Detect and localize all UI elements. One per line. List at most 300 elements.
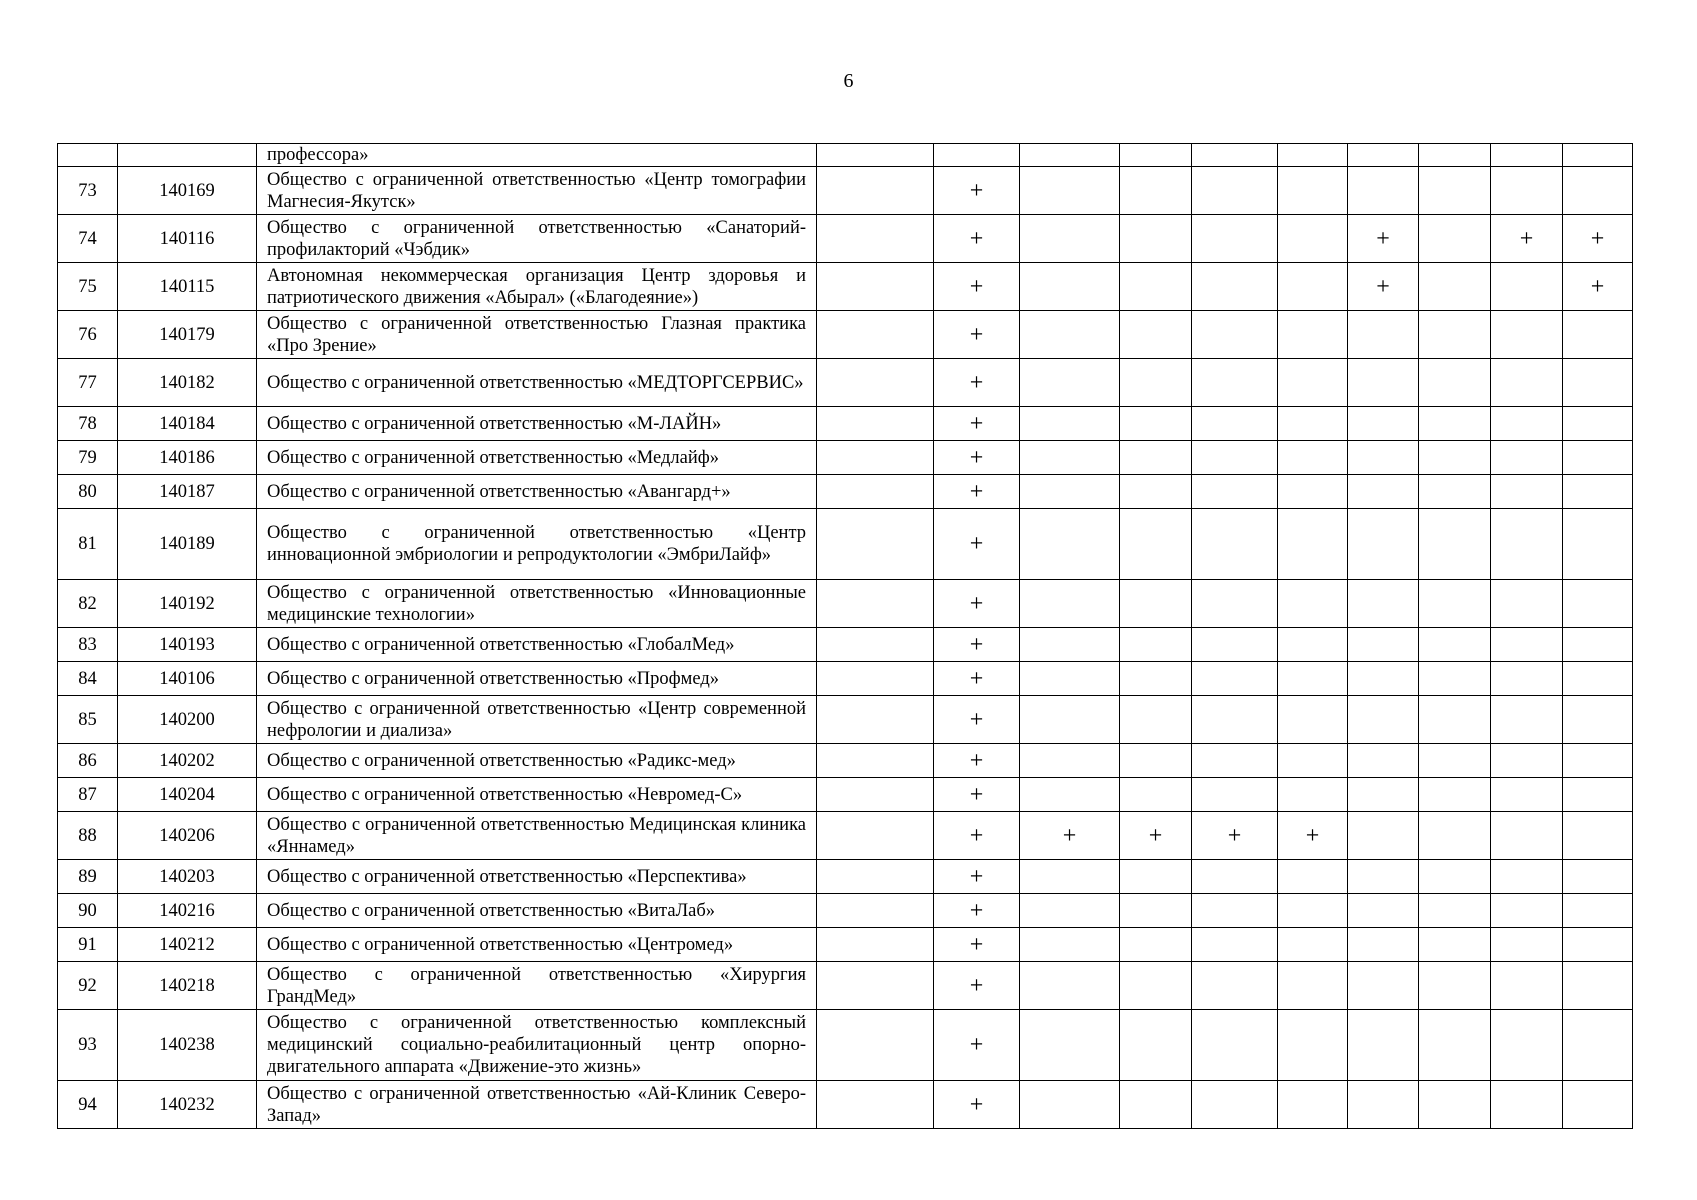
mark-cell bbox=[1120, 928, 1192, 962]
org-code-cell: 140202 bbox=[118, 744, 257, 778]
mark-cell bbox=[1491, 778, 1563, 812]
mark-cell bbox=[1120, 167, 1192, 215]
row-number-cell: 87 bbox=[58, 778, 118, 812]
org-code-cell: 140232 bbox=[118, 1081, 257, 1129]
mark-cell bbox=[1120, 894, 1192, 928]
mark-cell bbox=[1563, 662, 1633, 696]
org-name-cell: Общество с ограниченной ответственностью «Центромед» bbox=[257, 928, 817, 962]
row-number-cell: 73 bbox=[58, 167, 118, 215]
mark-cell bbox=[1192, 475, 1278, 509]
mark-cell bbox=[1020, 475, 1120, 509]
org-code-cell: 140212 bbox=[118, 928, 257, 962]
org-code-cell: 140204 bbox=[118, 778, 257, 812]
mark-cell bbox=[1491, 628, 1563, 662]
org-code-cell: 140192 bbox=[118, 580, 257, 628]
mark-cell bbox=[817, 860, 934, 894]
table-row bbox=[58, 860, 1633, 894]
mark-cell bbox=[1348, 1081, 1419, 1129]
mark-cell bbox=[1192, 359, 1278, 407]
mark-cell bbox=[1491, 263, 1563, 311]
mark-cell bbox=[1563, 696, 1633, 744]
mark-cell: + bbox=[1491, 215, 1563, 263]
mark-cell bbox=[1348, 894, 1419, 928]
mark-cell bbox=[1563, 359, 1633, 407]
mark-cell bbox=[1120, 778, 1192, 812]
mark-cell bbox=[1278, 580, 1348, 628]
mark-cell bbox=[1563, 1010, 1633, 1081]
org-name-cell: Общество с ограниченной ответственностью «МЕДТОРГСЕРВИС» bbox=[257, 359, 817, 407]
table-row bbox=[58, 628, 1633, 662]
mark-cell: + bbox=[934, 580, 1020, 628]
mark-cell bbox=[1020, 894, 1120, 928]
org-code-cell: 140184 bbox=[118, 407, 257, 441]
mark-cell bbox=[1278, 662, 1348, 696]
mark-cell bbox=[817, 662, 934, 696]
mark-cell bbox=[1120, 475, 1192, 509]
row-number-cell: 74 bbox=[58, 215, 118, 263]
mark-cell bbox=[1419, 263, 1491, 311]
mark-cell bbox=[1419, 628, 1491, 662]
mark-cell bbox=[1278, 778, 1348, 812]
mark-cell: + bbox=[1020, 812, 1120, 860]
row-number-cell: 75 bbox=[58, 263, 118, 311]
mark-cell bbox=[1491, 167, 1563, 215]
mark-cell bbox=[1348, 407, 1419, 441]
org-code-cell: 140206 bbox=[118, 812, 257, 860]
mark-cell: + bbox=[934, 662, 1020, 696]
mark-cell bbox=[934, 144, 1020, 167]
mark-cell bbox=[1020, 962, 1120, 1010]
mark-cell bbox=[1348, 812, 1419, 860]
mark-cell bbox=[1192, 928, 1278, 962]
row-number-cell: 94 bbox=[58, 1081, 118, 1129]
mark-cell bbox=[817, 744, 934, 778]
table-body bbox=[58, 144, 1633, 1129]
mark-cell bbox=[817, 628, 934, 662]
mark-cell bbox=[1491, 744, 1563, 778]
mark-cell bbox=[1278, 407, 1348, 441]
org-name-cell: Общество с ограниченной ответственностью «Центр современной нефрологии и диализа» bbox=[257, 696, 817, 744]
mark-cell bbox=[1491, 696, 1563, 744]
org-name-cell: Общество с ограниченной ответственностью «Авангард+» bbox=[257, 475, 817, 509]
mark-cell: + bbox=[1278, 812, 1348, 860]
mark-cell bbox=[1563, 744, 1633, 778]
mark-cell bbox=[1348, 509, 1419, 580]
mark-cell: + bbox=[934, 167, 1020, 215]
org-name-cell: Общество с ограниченной ответственностью «Хирургия ГрандМед» bbox=[257, 962, 817, 1010]
mark-cell bbox=[1419, 580, 1491, 628]
org-code-cell: 140203 bbox=[118, 860, 257, 894]
mark-cell bbox=[1419, 215, 1491, 263]
table-row bbox=[58, 263, 1633, 311]
mark-cell bbox=[817, 812, 934, 860]
mark-cell bbox=[1278, 1081, 1348, 1129]
mark-cell bbox=[1348, 860, 1419, 894]
mark-cell bbox=[1348, 744, 1419, 778]
mark-cell bbox=[1491, 812, 1563, 860]
mark-cell bbox=[817, 407, 934, 441]
org-name-cell: Общество с ограниченной ответственностью Медицинская клиника «Яннамед» bbox=[257, 812, 817, 860]
mark-cell: + bbox=[934, 509, 1020, 580]
table-row bbox=[58, 311, 1633, 359]
table-row bbox=[58, 144, 1633, 167]
mark-cell bbox=[817, 962, 934, 1010]
mark-cell bbox=[1419, 1081, 1491, 1129]
mark-cell bbox=[817, 509, 934, 580]
mark-cell bbox=[1278, 215, 1348, 263]
mark-cell bbox=[1491, 311, 1563, 359]
mark-cell bbox=[1192, 778, 1278, 812]
mark-cell bbox=[1491, 860, 1563, 894]
mark-cell bbox=[1020, 359, 1120, 407]
mark-cell bbox=[1020, 696, 1120, 744]
page-number: 6 bbox=[843, 70, 854, 92]
row-number-cell: 84 bbox=[58, 662, 118, 696]
table-row bbox=[58, 962, 1633, 1010]
row-number-cell bbox=[58, 144, 118, 167]
mark-cell bbox=[1491, 1081, 1563, 1129]
table-row bbox=[58, 441, 1633, 475]
table-row bbox=[58, 928, 1633, 962]
mark-cell bbox=[1563, 441, 1633, 475]
mark-cell bbox=[1563, 580, 1633, 628]
mark-cell bbox=[1491, 407, 1563, 441]
mark-cell bbox=[1419, 860, 1491, 894]
mark-cell bbox=[1419, 696, 1491, 744]
org-code-cell: 140106 bbox=[118, 662, 257, 696]
mark-cell bbox=[1192, 744, 1278, 778]
mark-cell bbox=[1120, 215, 1192, 263]
mark-cell: + bbox=[1563, 215, 1633, 263]
mark-cell bbox=[817, 475, 934, 509]
mark-cell bbox=[1020, 778, 1120, 812]
mark-cell bbox=[1278, 263, 1348, 311]
mark-cell bbox=[1419, 509, 1491, 580]
row-number-cell: 83 bbox=[58, 628, 118, 662]
mark-cell bbox=[817, 144, 934, 167]
org-name-cell: Общество с ограниченной ответственностью «М-ЛАЙН» bbox=[257, 407, 817, 441]
mark-cell bbox=[1192, 580, 1278, 628]
table-row bbox=[58, 778, 1633, 812]
row-number-cell: 81 bbox=[58, 509, 118, 580]
table-row bbox=[58, 894, 1633, 928]
mark-cell bbox=[1348, 144, 1419, 167]
mark-cell bbox=[817, 215, 934, 263]
mark-cell bbox=[1020, 628, 1120, 662]
mark-cell bbox=[1020, 662, 1120, 696]
table-row bbox=[58, 744, 1633, 778]
org-name-cell: Общество с ограниченной ответственностью «Невромед-С» bbox=[257, 778, 817, 812]
mark-cell bbox=[817, 359, 934, 407]
mark-cell: + bbox=[934, 894, 1020, 928]
mark-cell bbox=[1120, 144, 1192, 167]
mark-cell bbox=[817, 1081, 934, 1129]
org-name-cell: Общество с ограниченной ответственностью «ГлобалМед» bbox=[257, 628, 817, 662]
mark-cell bbox=[1491, 894, 1563, 928]
org-name-cell: Общество с ограниченной ответственностью «ВитаЛаб» bbox=[257, 894, 817, 928]
org-code-cell: 140189 bbox=[118, 509, 257, 580]
table-row bbox=[58, 662, 1633, 696]
table-row bbox=[58, 407, 1633, 441]
org-code-cell: 140116 bbox=[118, 215, 257, 263]
mark-cell bbox=[1020, 167, 1120, 215]
mark-cell bbox=[1563, 812, 1633, 860]
mark-cell bbox=[1120, 441, 1192, 475]
registry-table bbox=[57, 143, 1633, 1129]
row-number-cell: 76 bbox=[58, 311, 118, 359]
table-row bbox=[58, 696, 1633, 744]
org-name-cell: Общество с ограниченной ответственностью «Ай-Клиник Северо-Запад» bbox=[257, 1081, 817, 1129]
mark-cell bbox=[1278, 167, 1348, 215]
mark-cell bbox=[1120, 311, 1192, 359]
mark-cell bbox=[1120, 263, 1192, 311]
mark-cell bbox=[1278, 696, 1348, 744]
mark-cell bbox=[1020, 1010, 1120, 1081]
mark-cell bbox=[1563, 628, 1633, 662]
mark-cell bbox=[1419, 1010, 1491, 1081]
mark-cell bbox=[1020, 407, 1120, 441]
mark-cell: + bbox=[1120, 812, 1192, 860]
mark-cell bbox=[1020, 509, 1120, 580]
mark-cell bbox=[1491, 509, 1563, 580]
org-name-cell: Общество с ограниченной ответственностью «Радикс-мед» bbox=[257, 744, 817, 778]
mark-cell bbox=[1120, 1081, 1192, 1129]
mark-cell bbox=[1419, 778, 1491, 812]
mark-cell bbox=[1192, 696, 1278, 744]
table-row bbox=[58, 167, 1633, 215]
mark-cell bbox=[1278, 509, 1348, 580]
row-number-cell: 90 bbox=[58, 894, 118, 928]
table-row bbox=[58, 812, 1633, 860]
mark-cell bbox=[817, 778, 934, 812]
mark-cell bbox=[1278, 962, 1348, 1010]
mark-cell: + bbox=[934, 407, 1020, 441]
mark-cell bbox=[1278, 144, 1348, 167]
mark-cell bbox=[1491, 928, 1563, 962]
mark-cell bbox=[817, 441, 934, 475]
mark-cell bbox=[1348, 359, 1419, 407]
mark-cell bbox=[1192, 894, 1278, 928]
mark-cell bbox=[1120, 662, 1192, 696]
mark-cell bbox=[1563, 860, 1633, 894]
row-number-cell: 78 bbox=[58, 407, 118, 441]
org-code-cell bbox=[118, 144, 257, 167]
mark-cell bbox=[1563, 962, 1633, 1010]
mark-cell bbox=[1120, 407, 1192, 441]
mark-cell: + bbox=[934, 475, 1020, 509]
mark-cell: + bbox=[934, 1081, 1020, 1129]
org-code-cell: 140179 bbox=[118, 311, 257, 359]
mark-cell: + bbox=[934, 263, 1020, 311]
mark-cell bbox=[1419, 359, 1491, 407]
mark-cell: + bbox=[934, 962, 1020, 1010]
mark-cell bbox=[1491, 475, 1563, 509]
mark-cell: + bbox=[1192, 812, 1278, 860]
mark-cell bbox=[1563, 475, 1633, 509]
mark-cell: + bbox=[934, 696, 1020, 744]
mark-cell bbox=[817, 696, 934, 744]
mark-cell bbox=[1563, 407, 1633, 441]
mark-cell bbox=[1192, 407, 1278, 441]
mark-cell bbox=[1348, 962, 1419, 1010]
mark-cell bbox=[1020, 144, 1120, 167]
mark-cell bbox=[1348, 167, 1419, 215]
row-number-cell: 89 bbox=[58, 860, 118, 894]
org-code-cell: 140193 bbox=[118, 628, 257, 662]
mark-cell bbox=[1491, 1010, 1563, 1081]
org-name-cell: Общество с ограниченной ответственностью «Центр томографии Магнесия-Якутск» bbox=[257, 167, 817, 215]
mark-cell bbox=[1563, 144, 1633, 167]
mark-cell bbox=[1192, 144, 1278, 167]
row-number-cell: 92 bbox=[58, 962, 118, 1010]
mark-cell bbox=[1491, 962, 1563, 1010]
mark-cell bbox=[1020, 580, 1120, 628]
mark-cell bbox=[1563, 311, 1633, 359]
table-row bbox=[58, 475, 1633, 509]
org-name-cell: Общество с ограниченной ответственностью «Перспектива» bbox=[257, 860, 817, 894]
mark-cell bbox=[1192, 860, 1278, 894]
mark-cell bbox=[1120, 628, 1192, 662]
mark-cell bbox=[1419, 167, 1491, 215]
row-number-cell: 77 bbox=[58, 359, 118, 407]
org-code-cell: 140187 bbox=[118, 475, 257, 509]
mark-cell bbox=[1419, 812, 1491, 860]
mark-cell bbox=[1120, 696, 1192, 744]
mark-cell bbox=[1278, 628, 1348, 662]
mark-cell bbox=[1278, 1010, 1348, 1081]
mark-cell bbox=[1563, 1081, 1633, 1129]
mark-cell bbox=[1278, 744, 1348, 778]
row-number-cell: 80 bbox=[58, 475, 118, 509]
mark-cell bbox=[1020, 928, 1120, 962]
mark-cell bbox=[1020, 215, 1120, 263]
mark-cell bbox=[1192, 962, 1278, 1010]
mark-cell bbox=[817, 894, 934, 928]
org-name-cell: Общество с ограниченной ответственностью «Медлайф» bbox=[257, 441, 817, 475]
mark-cell: + bbox=[934, 628, 1020, 662]
row-number-cell: 91 bbox=[58, 928, 118, 962]
mark-cell bbox=[1348, 662, 1419, 696]
mark-cell bbox=[1120, 744, 1192, 778]
mark-cell bbox=[1192, 662, 1278, 696]
mark-cell: + bbox=[934, 311, 1020, 359]
mark-cell bbox=[1419, 744, 1491, 778]
org-code-cell: 140216 bbox=[118, 894, 257, 928]
mark-cell bbox=[1563, 509, 1633, 580]
org-name-cell: Автономная некоммерческая организация Центр здоровья и патриотического движения «Абырал» («Благодеяние») bbox=[257, 263, 817, 311]
mark-cell bbox=[1020, 860, 1120, 894]
mark-cell bbox=[817, 928, 934, 962]
mark-cell bbox=[1563, 894, 1633, 928]
mark-cell: + bbox=[934, 359, 1020, 407]
mark-cell bbox=[1192, 509, 1278, 580]
mark-cell bbox=[1491, 441, 1563, 475]
org-code-cell: 140200 bbox=[118, 696, 257, 744]
mark-cell bbox=[1192, 215, 1278, 263]
mark-cell: + bbox=[934, 1010, 1020, 1081]
mark-cell bbox=[1563, 167, 1633, 215]
row-number-cell: 93 bbox=[58, 1010, 118, 1081]
mark-cell bbox=[1020, 311, 1120, 359]
org-code-cell: 140218 bbox=[118, 962, 257, 1010]
row-number-cell: 82 bbox=[58, 580, 118, 628]
mark-cell bbox=[1020, 744, 1120, 778]
mark-cell bbox=[1348, 628, 1419, 662]
org-code-cell: 140169 bbox=[118, 167, 257, 215]
mark-cell bbox=[1192, 1081, 1278, 1129]
mark-cell bbox=[1278, 894, 1348, 928]
org-code-cell: 140238 bbox=[118, 1010, 257, 1081]
mark-cell bbox=[1278, 311, 1348, 359]
org-name-cell: Общество с ограниченной ответственностью «Профмед» bbox=[257, 662, 817, 696]
mark-cell bbox=[1563, 928, 1633, 962]
mark-cell bbox=[1192, 1010, 1278, 1081]
table-row bbox=[58, 580, 1633, 628]
mark-cell bbox=[1419, 441, 1491, 475]
mark-cell bbox=[1348, 475, 1419, 509]
mark-cell bbox=[1120, 1010, 1192, 1081]
mark-cell bbox=[1192, 441, 1278, 475]
mark-cell bbox=[1192, 628, 1278, 662]
mark-cell: + bbox=[1348, 215, 1419, 263]
mark-cell: + bbox=[934, 860, 1020, 894]
mark-cell bbox=[817, 311, 934, 359]
org-code-cell: 140182 bbox=[118, 359, 257, 407]
mark-cell bbox=[1278, 441, 1348, 475]
mark-cell bbox=[1419, 962, 1491, 1010]
org-name-cell: Общество с ограниченной ответственностью «Центр инновационной эмбриологии и репродуктологии «ЭмбриЛайф» bbox=[257, 509, 817, 580]
mark-cell bbox=[1419, 475, 1491, 509]
mark-cell bbox=[1491, 580, 1563, 628]
org-code-cell: 140186 bbox=[118, 441, 257, 475]
mark-cell bbox=[1419, 928, 1491, 962]
mark-cell bbox=[1419, 407, 1491, 441]
mark-cell bbox=[1419, 144, 1491, 167]
mark-cell bbox=[1348, 580, 1419, 628]
mark-cell bbox=[1278, 928, 1348, 962]
mark-cell bbox=[1120, 860, 1192, 894]
mark-cell bbox=[1419, 311, 1491, 359]
mark-cell bbox=[1419, 662, 1491, 696]
mark-cell: + bbox=[934, 215, 1020, 263]
row-number-cell: 79 bbox=[58, 441, 118, 475]
mark-cell bbox=[817, 263, 934, 311]
org-name-cell: Общество с ограниченной ответственностью «Санаторий-профилакторий «Чэбдик» bbox=[257, 215, 817, 263]
mark-cell: + bbox=[1348, 263, 1419, 311]
mark-cell: + bbox=[934, 928, 1020, 962]
table-row bbox=[58, 215, 1633, 263]
org-name-cell: Общество с ограниченной ответственностью Глазная практика «Про Зрение» bbox=[257, 311, 817, 359]
org-name-cell: профессора» bbox=[257, 144, 817, 167]
row-number-cell: 85 bbox=[58, 696, 118, 744]
table-row bbox=[58, 359, 1633, 407]
table-row bbox=[58, 509, 1633, 580]
mark-cell: + bbox=[934, 441, 1020, 475]
mark-cell bbox=[1491, 662, 1563, 696]
mark-cell bbox=[1348, 441, 1419, 475]
mark-cell bbox=[1491, 359, 1563, 407]
mark-cell bbox=[1020, 263, 1120, 311]
mark-cell bbox=[1192, 311, 1278, 359]
mark-cell bbox=[1120, 962, 1192, 1010]
mark-cell bbox=[1120, 359, 1192, 407]
mark-cell bbox=[1563, 778, 1633, 812]
mark-cell bbox=[1020, 441, 1120, 475]
mark-cell bbox=[817, 1010, 934, 1081]
row-number-cell: 88 bbox=[58, 812, 118, 860]
mark-cell: + bbox=[1563, 263, 1633, 311]
org-name-cell: Общество с ограниченной ответственностью «Инновационные медицинские технологии» bbox=[257, 580, 817, 628]
